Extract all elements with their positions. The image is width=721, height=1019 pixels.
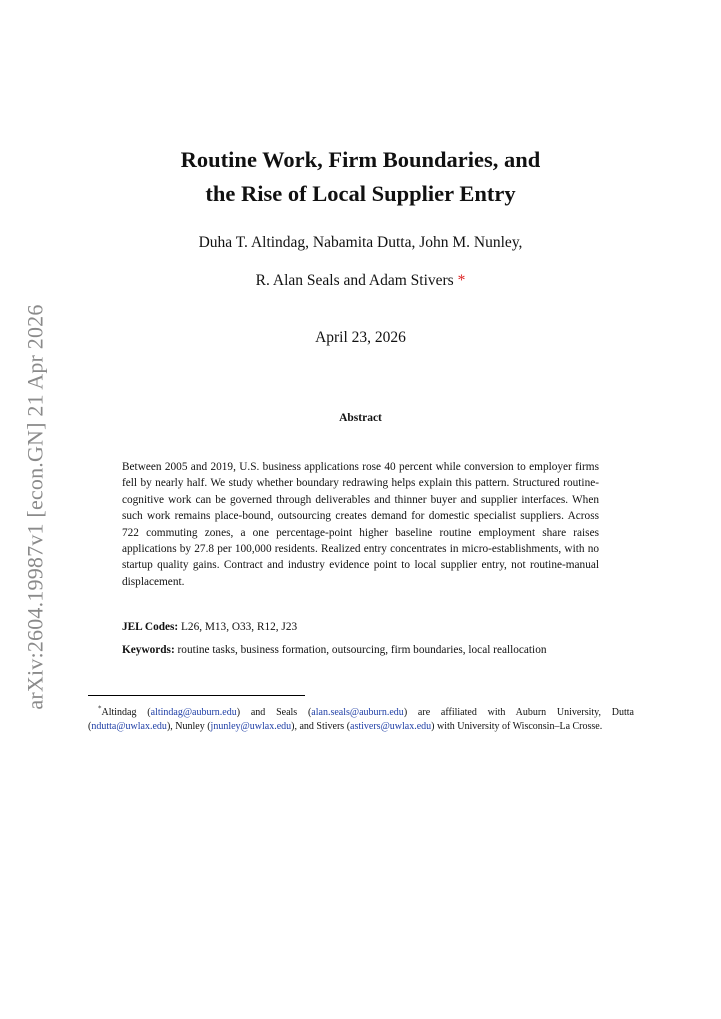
footnote-text-5: ), and Stivers (	[291, 721, 351, 733]
publication-date: April 23, 2026	[315, 329, 406, 346]
footnote-text-4: ), Nunley (	[166, 721, 211, 733]
email-link-stivers[interactable]: astivers@uwlax.edu	[350, 721, 432, 733]
footnote-text-6: ) with University of Wisconsin–La Crosse.	[431, 721, 603, 733]
footnote-text-1: Altindag (	[101, 707, 151, 718]
author-list-line-1: Duha T. Altindag, Nabamita Dutta, John M. Nunley,	[198, 234, 523, 251]
paper-title	[0, 143, 721, 211]
arxiv-identifier-text: arXiv:2604.19987v1 [econ.GN] 21 Apr 2026	[23, 304, 49, 710]
author-footnote-marker[interactable]: *	[457, 272, 466, 289]
title-line-2: the Rise of Local Supplier Entry	[205, 181, 516, 206]
footnote-marker: *	[98, 704, 102, 713]
author-list-line-2	[0, 272, 721, 290]
email-link-seals[interactable]: alan.seals@auburn.edu	[311, 707, 404, 718]
jel-codes	[122, 619, 599, 635]
jel-values: L26, M13, O33, R12, J23	[181, 621, 298, 633]
keywords-label: Keywords:	[122, 644, 175, 656]
email-link-altindag[interactable]: altindag@auburn.edu	[150, 707, 237, 718]
email-link-nunley[interactable]: jnunley@uwlax.edu	[210, 721, 292, 733]
footnote-divider	[88, 695, 305, 696]
footnote-text-2: ) and Seals (	[236, 707, 312, 718]
abstract-heading: Abstract	[339, 412, 382, 424]
title-line-1: Routine Work, Firm Boundaries, and	[180, 147, 541, 172]
keywords	[122, 642, 599, 658]
email-link-dutta[interactable]: ndutta@uwlax.edu	[91, 721, 167, 733]
arxiv-identifier-sidebar	[18, 280, 54, 734]
affiliation-footnote	[88, 706, 634, 734]
abstract-body: Between 2005 and 2019, U.S. business applications rose 40 percent while conversion to employer firms fell by nearly half. We study whether boundary redrawing helps explain this pattern. Structured routine-cognitive work can be governed through deliverables and thinner buyer and supplier interfaces. When such work remains place-bound, outsourcing creates demand for domestic specialist suppliers. Across 722 commuting zones, a one percentage-point higher baseline routine employment share raises applications by 27.8 per 100,000 residents. Realized entry concentrates in micro-establishments, with no startup quality gains. Contract and industry evidence point to local supplier entry, not routine-manual displacement.	[122, 461, 599, 588]
author-names: R. Alan Seals and Adam Stivers	[255, 272, 454, 289]
footnote-text-3: ) are affiliated with Auburn University, Dutta (	[88, 707, 634, 733]
keywords-values: routine tasks, business formation, outsourcing, firm boundaries, local reallocation	[177, 644, 547, 656]
jel-label: JEL Codes:	[122, 621, 179, 633]
